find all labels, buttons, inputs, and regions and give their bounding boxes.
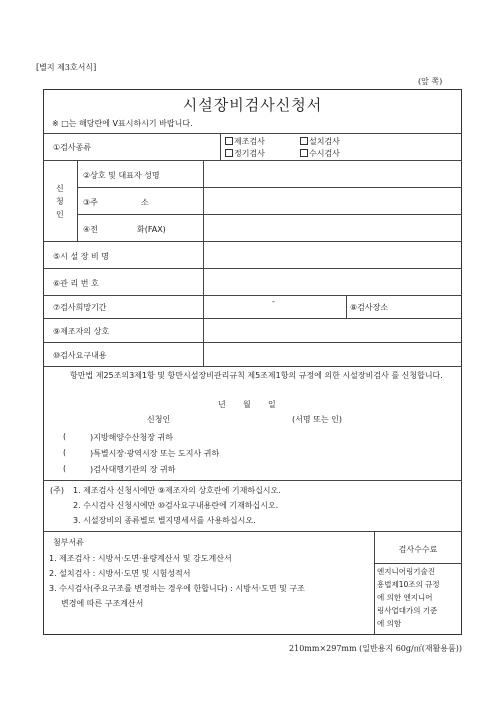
period-dash: - bbox=[272, 297, 275, 306]
option-repair[interactable]: 수시검사 bbox=[300, 148, 340, 159]
request-label: ⑩검사요구내용 bbox=[53, 351, 107, 360]
divider bbox=[43, 295, 462, 296]
divider bbox=[43, 160, 462, 161]
fee-line-5: 에 의함 bbox=[377, 619, 402, 628]
phone-label-a: ④전 bbox=[83, 225, 98, 234]
option-install[interactable]: 설치검사 bbox=[300, 136, 340, 147]
divider bbox=[203, 160, 204, 366]
fee-title: 검사수수료 bbox=[398, 545, 438, 554]
form-number-label: [별지 제3호서식] bbox=[36, 63, 97, 72]
divider bbox=[77, 214, 462, 215]
divider bbox=[43, 133, 462, 134]
note-1: 1. 제조검사 신청시에만 ⑨제조자의 상호란에 기재하십시오. bbox=[73, 486, 281, 495]
option-manufacture[interactable]: 제조검사 bbox=[225, 136, 265, 147]
instruction-note: ※ □는 해당란에 V표시하시기 바랍니다. bbox=[52, 119, 193, 128]
paper-size-footer: 210mm×297mm (일반용지 60g/㎡(재활용품)) bbox=[289, 644, 462, 653]
checkbox[interactable] bbox=[225, 149, 233, 157]
notes-label: (주) bbox=[50, 486, 64, 495]
recipient-1-paren: ( bbox=[63, 432, 67, 441]
date-day: 일 bbox=[268, 400, 276, 409]
recipient-2-paren: ( bbox=[63, 448, 67, 457]
divider bbox=[43, 366, 462, 367]
attachment-1: 1. 제조검사 : 시방서·도면·용량계산서 및 강도계산서 bbox=[49, 554, 232, 563]
applicant-side-label-3: 인 bbox=[56, 210, 64, 219]
note-3: 3. 시설장비의 종류별로 별지명세서를 사용하십시오. bbox=[73, 516, 256, 525]
phone-label-b: 화(FAX) bbox=[137, 225, 166, 234]
divider bbox=[43, 268, 462, 269]
recipient-3-paren: ( bbox=[63, 464, 67, 473]
equipment-name-label: ⑤시 설 장 비 명 bbox=[53, 252, 109, 261]
divider bbox=[77, 187, 462, 188]
fee-line-2: 흥법제10조의 규정 bbox=[377, 580, 440, 589]
location-label: ⑧검사장소 bbox=[350, 303, 389, 312]
applicant-label: 신청인 bbox=[147, 415, 171, 424]
name-label: ②상호 및 대표자 성명 bbox=[83, 171, 160, 180]
divider bbox=[43, 531, 462, 532]
date-month: 월 bbox=[243, 400, 251, 409]
address-label-a: ③주 bbox=[83, 198, 98, 207]
desired-period-label: ⑦검사희망기간 bbox=[53, 303, 107, 312]
applicant-side-label-2: 청 bbox=[56, 197, 64, 206]
applicant-side-label-1: 신 bbox=[56, 184, 64, 193]
sign-label: (서명 또는 인) bbox=[292, 415, 342, 424]
recipient-2: )특별시장·광역시장 또는 도지사 귀하 bbox=[90, 449, 220, 458]
divider bbox=[374, 563, 462, 564]
form-title: 시설장비검사신청서 bbox=[182, 96, 323, 114]
recipient-1: )지방해양수산청장 귀하 bbox=[90, 433, 173, 442]
front-page-label: (앞 쪽) bbox=[418, 77, 443, 86]
fee-line-1: 엔지니어링기술진 bbox=[377, 567, 435, 576]
divider bbox=[43, 318, 462, 319]
attachment-3: 3. 수시검사(주요구조를 변경하는 경우에 한합니다) : 시방서·도면 및 구조 bbox=[49, 584, 305, 593]
divider bbox=[220, 133, 221, 160]
inspection-type-label: ①검사종류 bbox=[53, 143, 92, 152]
recipient-3: )검사대행기관의 장 귀하 bbox=[90, 465, 176, 474]
attachments-title: 첨부서류 bbox=[53, 538, 84, 547]
mgmt-no-label: ⑥관 리 번 호 bbox=[53, 279, 99, 288]
note-2: 2. 수시검사 신청시에만 ⑩검사요구내용란에 기재하십시오. bbox=[73, 501, 279, 510]
checkbox[interactable] bbox=[300, 137, 308, 145]
divider bbox=[346, 295, 347, 318]
option-periodic[interactable]: 정기검사 bbox=[225, 148, 265, 159]
maker-label: ⑨제조자의 상호 bbox=[53, 327, 110, 336]
date-year: 년 bbox=[218, 400, 226, 409]
fee-line-4: 링사업대가의 기준 bbox=[377, 606, 438, 615]
checkbox[interactable] bbox=[300, 149, 308, 157]
attachment-3-cont: 변경에 따른 구조계산서 bbox=[61, 599, 144, 608]
attachment-2: 2. 설치검사 : 시방서·도면 및 시험성적서 bbox=[49, 569, 191, 578]
address-label-b: 소 bbox=[141, 198, 149, 207]
divider bbox=[43, 342, 462, 343]
checkbox[interactable] bbox=[225, 137, 233, 145]
divider bbox=[77, 160, 78, 241]
declaration-text: 항만법 제25조의3제1항 및 항만시설장비관리규칙 제5조제1항의 규정에 의한 시설장비검사 를 신청합니다. bbox=[70, 371, 443, 380]
divider bbox=[43, 480, 462, 481]
divider bbox=[43, 241, 462, 242]
fee-line-3: 에 의한 엔지니어 bbox=[377, 593, 433, 602]
